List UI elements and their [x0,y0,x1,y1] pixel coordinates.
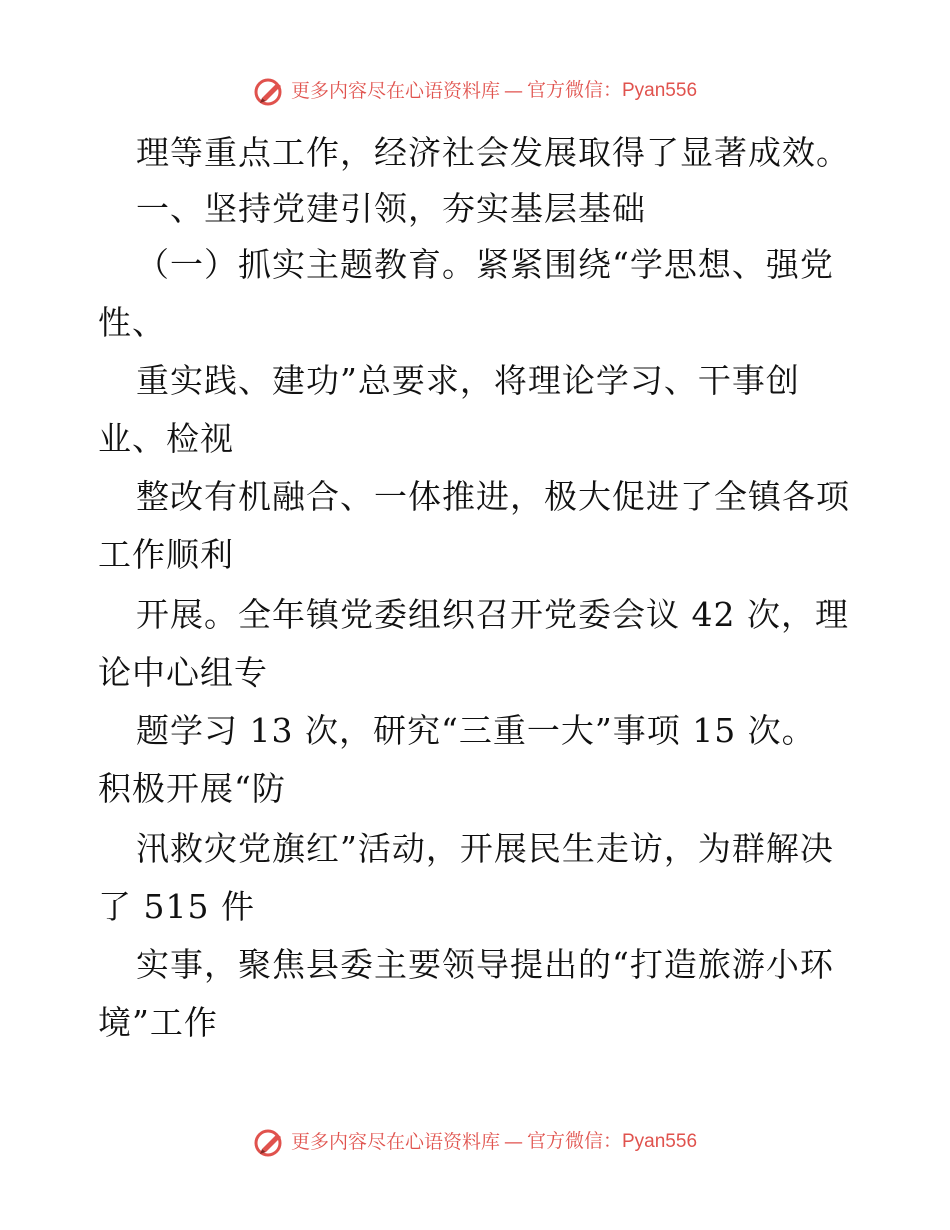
body-line: 开展。全年镇党委组织召开党委会议 42 次，理 [136,595,849,634]
watermark-contact: 官方微信：Pyan556 [527,80,698,101]
pen-circle-logo-icon [253,1127,287,1157]
pen-circle-logo-icon [253,76,287,106]
watermark-text: 更多内容尽在心语资料库 [290,1131,500,1153]
watermark-text: 更多内容尽在心语资料库 [290,80,500,102]
body-line: 实事，聚焦县委主要领导提出的“打造旅游小环 [136,945,834,984]
body-line: 业、检视 [98,419,234,458]
body-line: 论中心组专 [98,653,268,692]
body-line: 重实践、建功”总要求，将理论学习、干事创 [136,361,800,400]
footer-watermark [0,1127,950,1157]
body-line: 整改有机融合、一体推进，极大促进了全镇各项 [136,477,850,516]
body-line: （一）抓实主题教育。紧紧围绕“学思想、强党 [136,245,834,284]
body-line: 工作顺利 [98,535,234,574]
watermark-dash: — [504,1131,523,1153]
body-line: 境”工作 [98,1003,218,1042]
section-heading: 一、坚持党建引领，夯实基层基础 [136,189,646,228]
watermark-dash: — [504,80,523,102]
watermark-contact: 官方微信：Pyan556 [527,1131,698,1152]
body-line: 理等重点工作，经济社会发展取得了显著成效。 [136,133,850,172]
body-line: 题学习 13 次，研究“三重一大”事项 15 次。 [136,711,816,750]
body-line: 汛救灾党旗红”活动，开展民生走访，为群解决 [136,829,834,868]
body-line: 积极开展“防 [98,769,286,808]
header-watermark [0,76,950,106]
body-line: 性、 [98,303,166,342]
body-line: 了 515 件 [98,887,255,926]
